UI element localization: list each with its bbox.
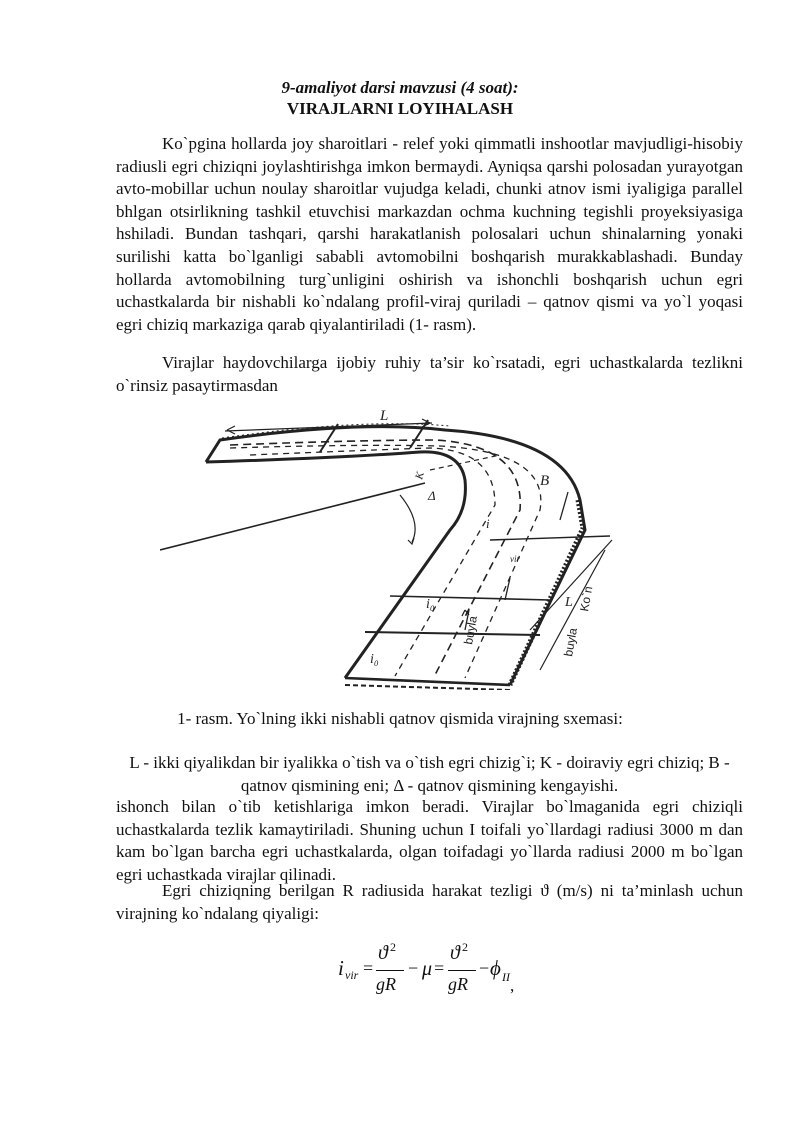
formula-num1-exp: 2 [390,940,396,954]
formula-num2-exp: 2 [462,940,468,954]
formula-phi: ϕ [490,956,501,980]
formula-num2: ϑ [450,942,460,964]
formula-den2: gR [448,974,468,994]
figure-label-l-right: L [565,595,573,610]
figure-caption: 1- rasm. Yo`lning ikki nishabli qatnov qismida virajning sxemasi: [177,709,623,728]
superelevation-diagram [160,400,630,690]
figure-label-k: K [413,470,427,481]
figure-label-i: i [486,516,490,531]
lesson-heading: 9-amaliyot darsi mavzusi (4 soat): [281,78,519,97]
formula-phi-sub: II [502,970,510,984]
figure-label-i-o-bottom: i₀ [370,652,379,667]
paragraph-3: ishonch bilan o`tib ketishlariga imkon beradi. Virajlar bo`lmaganida egri chiziqli uchastkalarda tezlik kamaytiriladi. Shuning uchun I toifali yo`llardagi radiusi 3000 m dan kam bo`lgan barcha egri uchastkalarda, olgan toifadagi yo`llarda radiusi 2000 m bo`lgan egri uchastkada virajlar qilinadi. [116,797,743,884]
paragraph-2: Virajlar haydovchilarga ijobiy ruhiy ta’sir ko`rsatadi, egri uchastkalarda tezlikni o`rinsiz pasaytirmasdan [116,353,743,395]
road-centerline [230,440,520,675]
formula-num1: ϑ [378,942,388,964]
figure-label-delta: Δ [428,488,436,503]
formula-minus1: − [408,958,419,978]
formula-i: i [338,956,344,980]
formula-mu: μ [422,958,433,980]
road-inner-edge [206,452,465,678]
formula-eq1: = [363,958,374,978]
formula-den1: gR [376,974,396,994]
paragraph-1: Ko`pgina hollarda joy sharoitlari - relef yoki qimmatli inshootlar mavjudligi-hisobiy radiusli egri chiziqni joylashtirishga imkon bermaydi. Ayniqsa qarshi polosadan yurayotgan avto-mobillar uchun noulay sharoitlar vujudga keladi, chunki atnov ismi iyaligiga parallel bhlgan otsirlikning tashkil etuvchisi markazdan ochma kuchning tegishli proyeksiyasiga hshiladi. Bundan tashqari, qarshi harakatlanish polosalari uchun shinalarning yonaki surilishi katta bo`lganligi sababli avtomobilni boshqarish murakkablashadi. Bunday hollarda avtomobilning turg`unligini oshirish va ishonchli boshqarish uchun egri uchastkalarda bir nishabli ko`ndalang profil-viraj quriladi – qatnov qismi va yo`l yoqasi egri chiziq markaziga qarab qiyalantiriladi (1- rasm). [116,134,743,334]
formula-eq2: = [434,958,445,978]
figure-label-ko-n: Ko`n [577,585,596,613]
road-outer-edge [206,427,585,685]
figure-label-buyla-right: buyla [561,626,580,658]
figure-legend: L - ikki qiyalikdan bir iyalikka o`tish va o`tish egri chizig`i; K - doiraviy egri chiziq; B - qatnov qismining eni; Δ - qatnov qismining kengayishi. [129,753,730,795]
formula-minus2: − [479,958,490,978]
formula-fraction-bar-1 [376,970,404,971]
figure-label-i-vir: vir [510,554,520,564]
formula-sub-vir: vir [345,968,359,982]
figure-label-l-top: L [380,408,389,424]
page-title: VIRAJLARNI LOYIHALASH [286,99,514,118]
figure-label-buyla-mid: buyla [461,614,480,646]
figure-label-b: B [540,473,550,489]
paragraph-4: Egri chiziqning berilgan R radiusida harakat tezligi ϑ (m/s) ni ta’minlash uchun virajning ko`ndalang qiyaligi: [116,881,743,923]
superelevation-formula [338,940,538,1014]
formula-comma: , [510,976,515,995]
tangent-line [160,483,425,550]
formula-fraction-bar-2 [448,970,476,971]
figure-label-i-o-mid: i₀ [426,597,435,612]
